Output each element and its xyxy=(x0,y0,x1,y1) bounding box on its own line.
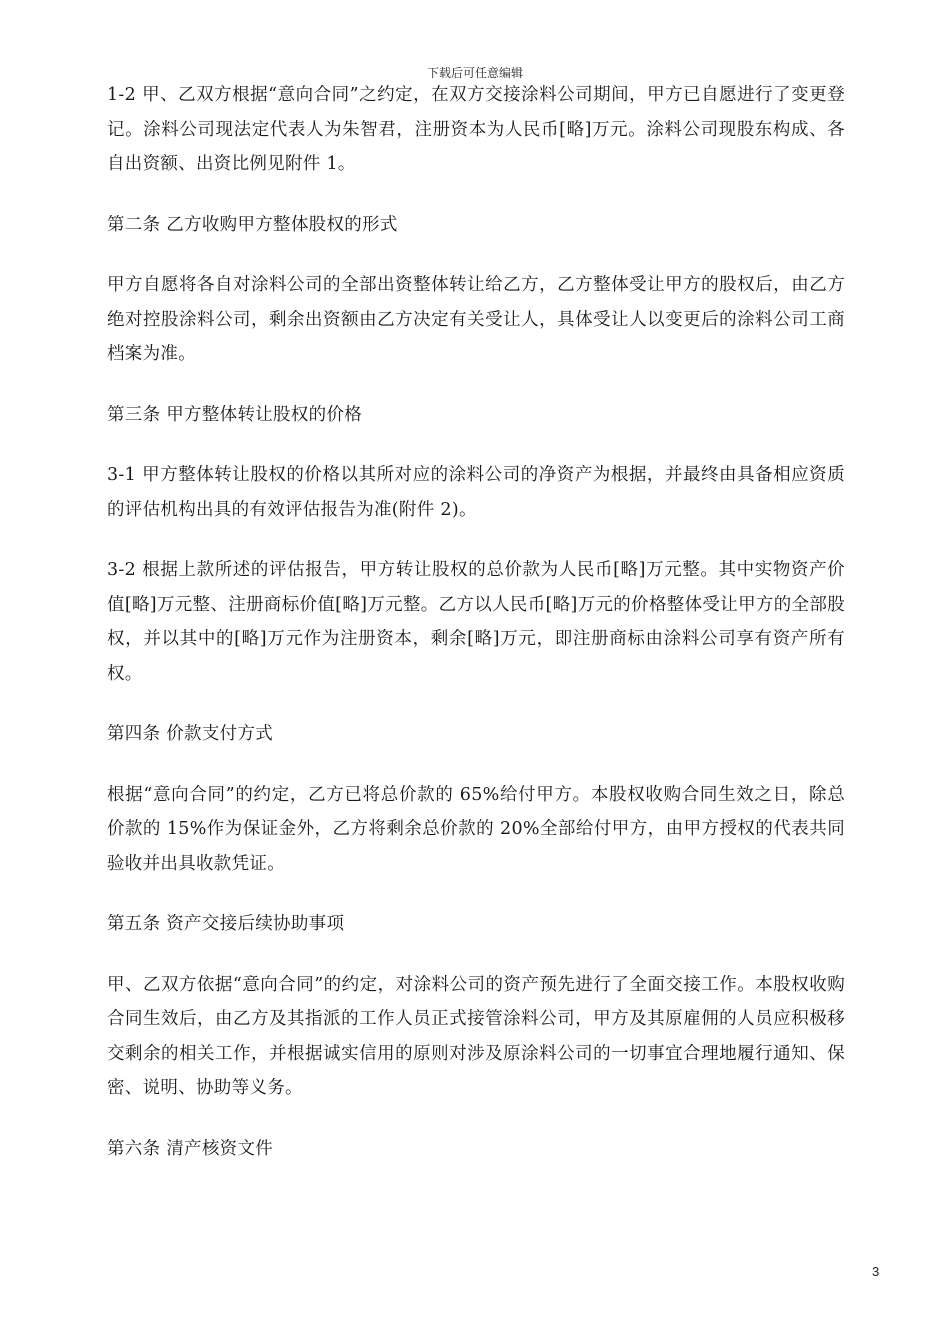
header-note: 下载后可任意编辑 xyxy=(426,66,523,80)
paragraph-3-1: 3-1 甲方整体转让股权的价格以其所对应的涂料公司的净资产为根据，并最终由具备相应资质的评估机构出具的有效评估报告为准(附件 2)。 xyxy=(107,465,845,520)
heading-article-6: 第六条 清产核资文件 xyxy=(107,1138,274,1159)
heading-article-4: 第四条 价款支付方式 xyxy=(107,724,274,744)
paragraph-1-2: 1-2 甲、乙双方根据“意向合同”之约定，在双方交接涂料公司期间，甲方已自愿进行了变更登记。涂料公司现法定代表人为朱智君，注册资本为人民币[略]万元。涂料公司现股东构成、各自出资额、出资比例见附件 1。 xyxy=(107,85,845,174)
page-number: 3 xyxy=(872,1264,880,1279)
paragraph-article-2: 甲方自愿将各自对涂料公司的全部出资整体转让给乙方，乙方整体受让甲方的股权后，由乙方绝对控股涂料公司，剩余出资额由乙方决定有关受让人，具体受让人以变更后的涂料公司工商档案为准。 xyxy=(107,275,845,364)
heading-article-3: 第三条 甲方整体转让股权的价格 xyxy=(107,404,363,425)
heading-article-5: 第五条 资产交接后续协助事项 xyxy=(107,914,345,934)
paragraph-article-5: 甲、乙双方依据“意向合同”的约定，对涂料公司的资产预先进行了全面交接工作。本股权收购合同生效后，由乙方及其指派的工作人员正式接管涂料公司，甲方及其原雇佣的人员应积极移交剩余的相关工作，并根据诚实信用的原则对涉及原涂料公司的一切事宜合理地履行通知、保密、说明、协助等义务。 xyxy=(107,974,845,1098)
paragraph-3-2: 3-2 根据上款所述的评估报告，甲方转让股权的总价款为人民币[略]万元整。其中实物资产价值[略]万元整、注册商标价值[略]万元整。乙方以人民币[略]万元的价格整体受让甲方的全部股权，并以其中的[略]万元作为注册资本，剩余[略]万元，即注册商标由涂料公司享有资产所有权。 xyxy=(107,560,845,684)
paragraph-article-4: 根据“意向合同”的约定，乙方已将总价款的 65%给付甲方。本股权收购合同生效之日，除总价款的 15%作为保证金外，乙方将剩余总价款的 20%全部给付甲方，由甲方授权的代表共同验收并出具收款凭证。 xyxy=(107,784,845,874)
heading-article-2: 第二条 乙方收购甲方整体股权的形式 xyxy=(107,214,398,235)
document-body xyxy=(107,78,845,1166)
